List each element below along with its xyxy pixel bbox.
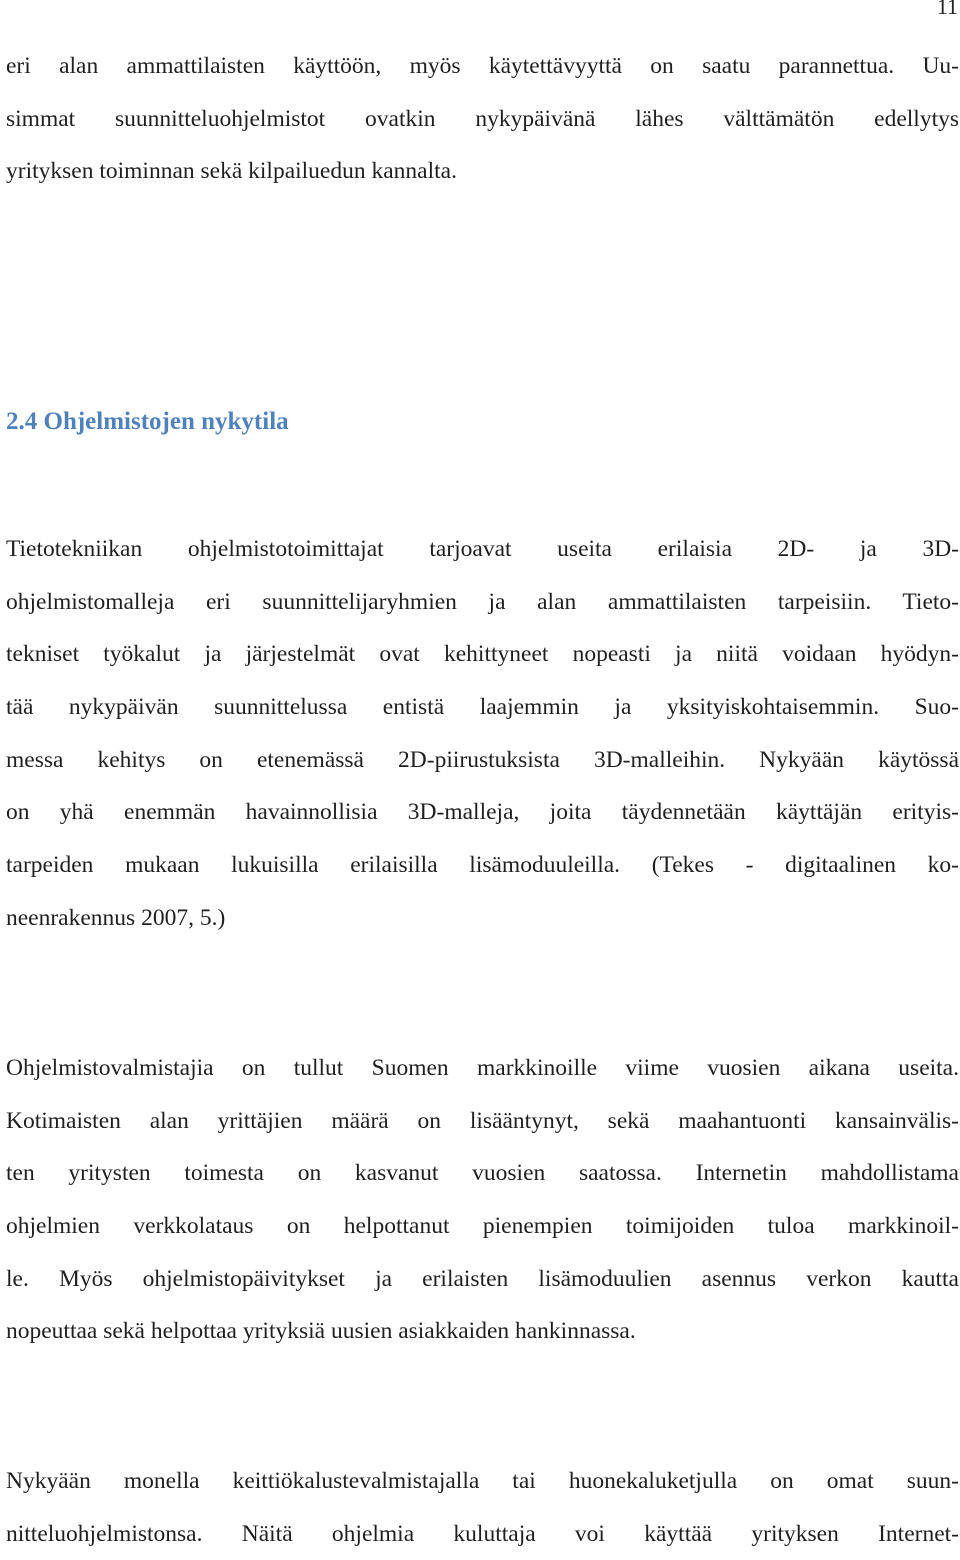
text-line: ohjelmistomalleja eri suunnittelijaryhmien ja alan ammattilaisten tarpeisiin. Tieto- bbox=[6, 588, 959, 615]
paragraph-1 bbox=[6, 40, 959, 198]
text-line: messa kehitys on etenemässä 2D-piirustuksista 3D-malleihin. Nykyään käytössä bbox=[6, 746, 959, 773]
section-heading: 2.4 Ohjelmistojen nykytila bbox=[6, 408, 289, 435]
text-line: nitteluohjelmistonsa. Näitä ohjelmia kuluttaja voi käyttää yrityksen Internet- bbox=[6, 1520, 959, 1547]
text-line: Ohjelmistovalmistajia on tullut Suomen markkinoille viime vuosien aikana useita. bbox=[6, 1055, 959, 1081]
text-line: Tietotekniikan ohjelmistotoimittajat tarjoavat useita erilaisia 2D- ja 3D- bbox=[6, 536, 959, 562]
text-line: simmat suunnitteluohjelmistot ovatkin nykypäivänä lähes välttämätön edellytys bbox=[6, 105, 959, 132]
paragraph-2 bbox=[6, 523, 959, 945]
text-line: nopeuttaa sekä helpottaa yrityksiä uusien asiakkaiden hankinnassa. bbox=[6, 1318, 636, 1345]
text-line: tekniset työkalut ja järjestelmät ovat kehittyneet nopeasti ja niitä voidaan hyödyn- bbox=[6, 641, 959, 668]
paragraph-3 bbox=[6, 1042, 959, 1358]
text-line: ohjelmien verkkolataus on helpottanut pienempien toimijoiden tuloa markkinoil- bbox=[6, 1213, 959, 1240]
text-line: eri alan ammattilaisten käyttöön, myös käytettävyyttä on saatu parannettua. Uu- bbox=[6, 53, 959, 79]
text-line: Kotimaisten alan yrittäjien määrä on lisääntynyt, sekä maahantuonti kansainvälis- bbox=[6, 1107, 959, 1134]
text-line: on yhä enemmän havainnollisia 3D-malleja, joita täydennetään käyttäjän erityis- bbox=[6, 799, 959, 826]
text-line: ten yritysten toimesta on kasvanut vuosien saatossa. Internetin mahdollistama bbox=[6, 1160, 959, 1187]
text-line: yrityksen toiminnan sekä kilpailuedun kannalta. bbox=[6, 158, 457, 185]
text-line: neenrakennus 2007, 5.) bbox=[6, 904, 226, 931]
text-line: le. Myös ohjelmistopäivitykset ja erilaisten lisämoduulien asennus verkon kautta bbox=[6, 1265, 959, 1292]
text-line: tää nykypäivän suunnittelussa entistä laajemmin ja yksityiskohtaisemmin. Suo- bbox=[6, 694, 959, 721]
paragraph-4 bbox=[6, 1455, 959, 1560]
text-line: tarpeiden mukaan lukuisilla erilaisilla lisämoduuleilla. (Tekes - digitaalinen ko- bbox=[6, 852, 959, 879]
page-number: 11 bbox=[936, 0, 958, 19]
text-line: Nykyään monella keittiökalustevalmistajalla tai huonekaluketjulla on omat suun- bbox=[6, 1468, 959, 1494]
